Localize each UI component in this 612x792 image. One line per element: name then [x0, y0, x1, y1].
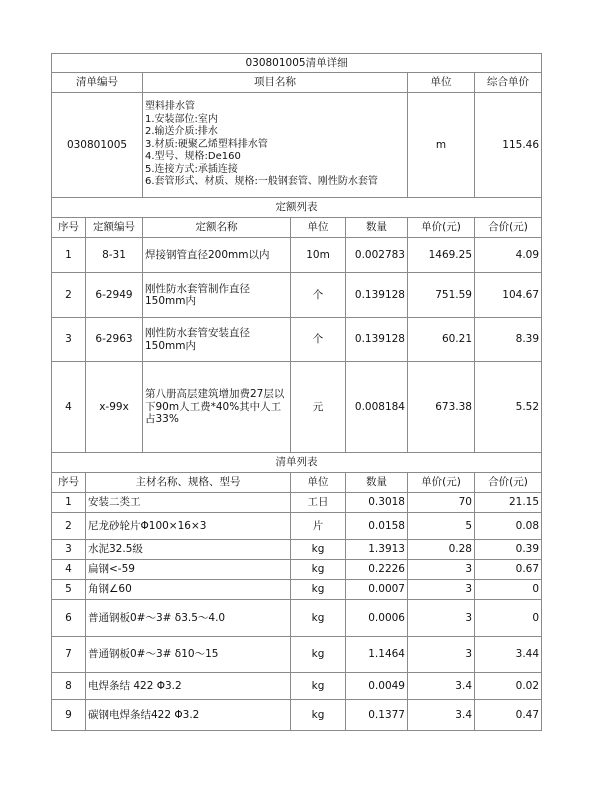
quota-price: 60.21	[408, 318, 475, 362]
quota-row	[52, 238, 542, 273]
quota-no: 1	[52, 238, 86, 273]
quota-row	[52, 273, 542, 318]
material-total: 0.02	[475, 673, 542, 700]
material-no: 6	[52, 600, 86, 637]
quota-header-price: 单价(元)	[408, 218, 475, 238]
material-row	[52, 560, 542, 580]
quota-price: 751.59	[408, 273, 475, 318]
quota-total: 4.09	[475, 238, 542, 273]
material-price: 70	[408, 493, 475, 513]
quota-code: 6-2963	[86, 318, 143, 362]
material-total: 0.08	[475, 513, 542, 540]
quota-price: 673.38	[408, 362, 475, 453]
material-total: 21.15	[475, 493, 542, 513]
item-unit: m	[408, 93, 475, 198]
material-unit: kg	[291, 673, 346, 700]
material-total: 0.67	[475, 560, 542, 580]
materials-section-title: 清单列表	[52, 453, 542, 473]
bill-detail-table	[51, 53, 542, 731]
material-price: 3.4	[408, 673, 475, 700]
quota-header-total: 合价(元)	[475, 218, 542, 238]
material-price: 3	[408, 637, 475, 673]
material-row	[52, 673, 542, 700]
quota-header-code: 定额编号	[86, 218, 143, 238]
header-code: 清单编号	[52, 73, 143, 93]
quota-code: x-99x	[86, 362, 143, 453]
material-price: 3	[408, 560, 475, 580]
quota-unit: 元	[291, 362, 346, 453]
quota-name: 刚性防水套管安装直径150mm内	[143, 318, 291, 362]
materials-header-qty: 数量	[346, 473, 408, 493]
material-name: 扁钢<-59	[86, 560, 291, 580]
quota-code: 6-2949	[86, 273, 143, 318]
material-qty: 0.2226	[346, 560, 408, 580]
material-unit: kg	[291, 600, 346, 637]
quota-name: 刚性防水套管制作直径150mm内	[143, 273, 291, 318]
material-qty: 0.0007	[346, 580, 408, 600]
materials-header-unit: 单位	[291, 473, 346, 493]
item-description: 塑料排水管 1.安装部位:室内 2.输送介质:排水 3.材质:硬聚乙烯塑料排水管 4.型号、规格:De160 5.连接方式:承插连接 6.套管形式、材质、规格:一般钢套管、刚性防水套管	[143, 93, 408, 198]
material-row	[52, 493, 542, 513]
quota-qty: 0.002783	[346, 238, 408, 273]
material-row	[52, 637, 542, 673]
material-no: 3	[52, 540, 86, 560]
quota-name: 第八册高层建筑增加费27层以下90m人工费*40%其中人工占33%	[143, 362, 291, 453]
material-no: 7	[52, 637, 86, 673]
material-row	[52, 540, 542, 560]
materials-header-total: 合价(元)	[475, 473, 542, 493]
quota-total: 5.52	[475, 362, 542, 453]
material-qty: 0.0158	[346, 513, 408, 540]
materials-header-row	[52, 473, 542, 493]
table-title: 030801005清单详细	[52, 54, 542, 73]
material-qty: 0.3018	[346, 493, 408, 513]
material-total: 0.39	[475, 540, 542, 560]
material-row	[52, 580, 542, 600]
material-no: 1	[52, 493, 86, 513]
material-no: 8	[52, 673, 86, 700]
material-qty: 0.0049	[346, 673, 408, 700]
quota-unit: 10m	[291, 238, 346, 273]
quota-no: 4	[52, 362, 86, 453]
material-no: 5	[52, 580, 86, 600]
materials-header-no: 序号	[52, 473, 86, 493]
quota-name: 焊接钢管直径200mm以内	[143, 238, 291, 273]
material-name: 电焊条结 422 Φ3.2	[86, 673, 291, 700]
material-unit: kg	[291, 540, 346, 560]
quota-code: 8-31	[86, 238, 143, 273]
header-price: 综合单价	[475, 73, 542, 93]
quota-no: 2	[52, 273, 86, 318]
material-price: 5	[408, 513, 475, 540]
material-qty: 1.3913	[346, 540, 408, 560]
material-row	[52, 700, 542, 731]
material-name: 水泥32.5级	[86, 540, 291, 560]
material-unit: 片	[291, 513, 346, 540]
quota-unit: 个	[291, 273, 346, 318]
material-name: 尼龙砂轮片Φ100×16×3	[86, 513, 291, 540]
quota-unit: 个	[291, 318, 346, 362]
header-name: 项目名称	[143, 73, 408, 93]
quota-header-no: 序号	[52, 218, 86, 238]
item-price: 115.46	[475, 93, 542, 198]
material-row	[52, 513, 542, 540]
material-total: 0	[475, 580, 542, 600]
item-code: 030801005	[52, 93, 143, 198]
quota-section-title: 定额列表	[52, 198, 542, 218]
material-no: 2	[52, 513, 86, 540]
material-name: 安装二类工	[86, 493, 291, 513]
quota-no: 3	[52, 318, 86, 362]
material-no: 9	[52, 700, 86, 731]
materials-header-name: 主材名称、规格、型号	[86, 473, 291, 493]
materials-header-price: 单价(元)	[408, 473, 475, 493]
quota-price: 1469.25	[408, 238, 475, 273]
header-unit: 单位	[408, 73, 475, 93]
quota-row	[52, 318, 542, 362]
material-name: 普通钢板0#～3# δ10～15	[86, 637, 291, 673]
quota-header-qty: 数量	[346, 218, 408, 238]
material-no: 4	[52, 560, 86, 580]
material-unit: kg	[291, 580, 346, 600]
quota-header-row	[52, 218, 542, 238]
material-total: 0.47	[475, 700, 542, 731]
material-price: 3.4	[408, 700, 475, 731]
quota-header-name: 定额名称	[143, 218, 291, 238]
quota-total: 8.39	[475, 318, 542, 362]
material-qty: 0.1377	[346, 700, 408, 731]
quota-total: 104.67	[475, 273, 542, 318]
material-name: 普通钢板0#～3# δ3.5～4.0	[86, 600, 291, 637]
quota-row	[52, 362, 542, 453]
material-row	[52, 600, 542, 637]
quota-header-unit: 单位	[291, 218, 346, 238]
material-unit: kg	[291, 637, 346, 673]
material-name: 角钢∠60	[86, 580, 291, 600]
material-price: 0.28	[408, 540, 475, 560]
material-price: 3	[408, 580, 475, 600]
material-total: 3.44	[475, 637, 542, 673]
material-qty: 0.0006	[346, 600, 408, 637]
quota-qty: 0.139128	[346, 273, 408, 318]
material-qty: 1.1464	[346, 637, 408, 673]
material-price: 3	[408, 600, 475, 637]
quota-qty: 0.008184	[346, 362, 408, 453]
quota-qty: 0.139128	[346, 318, 408, 362]
material-unit: kg	[291, 700, 346, 731]
material-name: 碳钢电焊条结422 Φ3.2	[86, 700, 291, 731]
material-total: 0	[475, 600, 542, 637]
material-unit: kg	[291, 560, 346, 580]
material-unit: 工日	[291, 493, 346, 513]
